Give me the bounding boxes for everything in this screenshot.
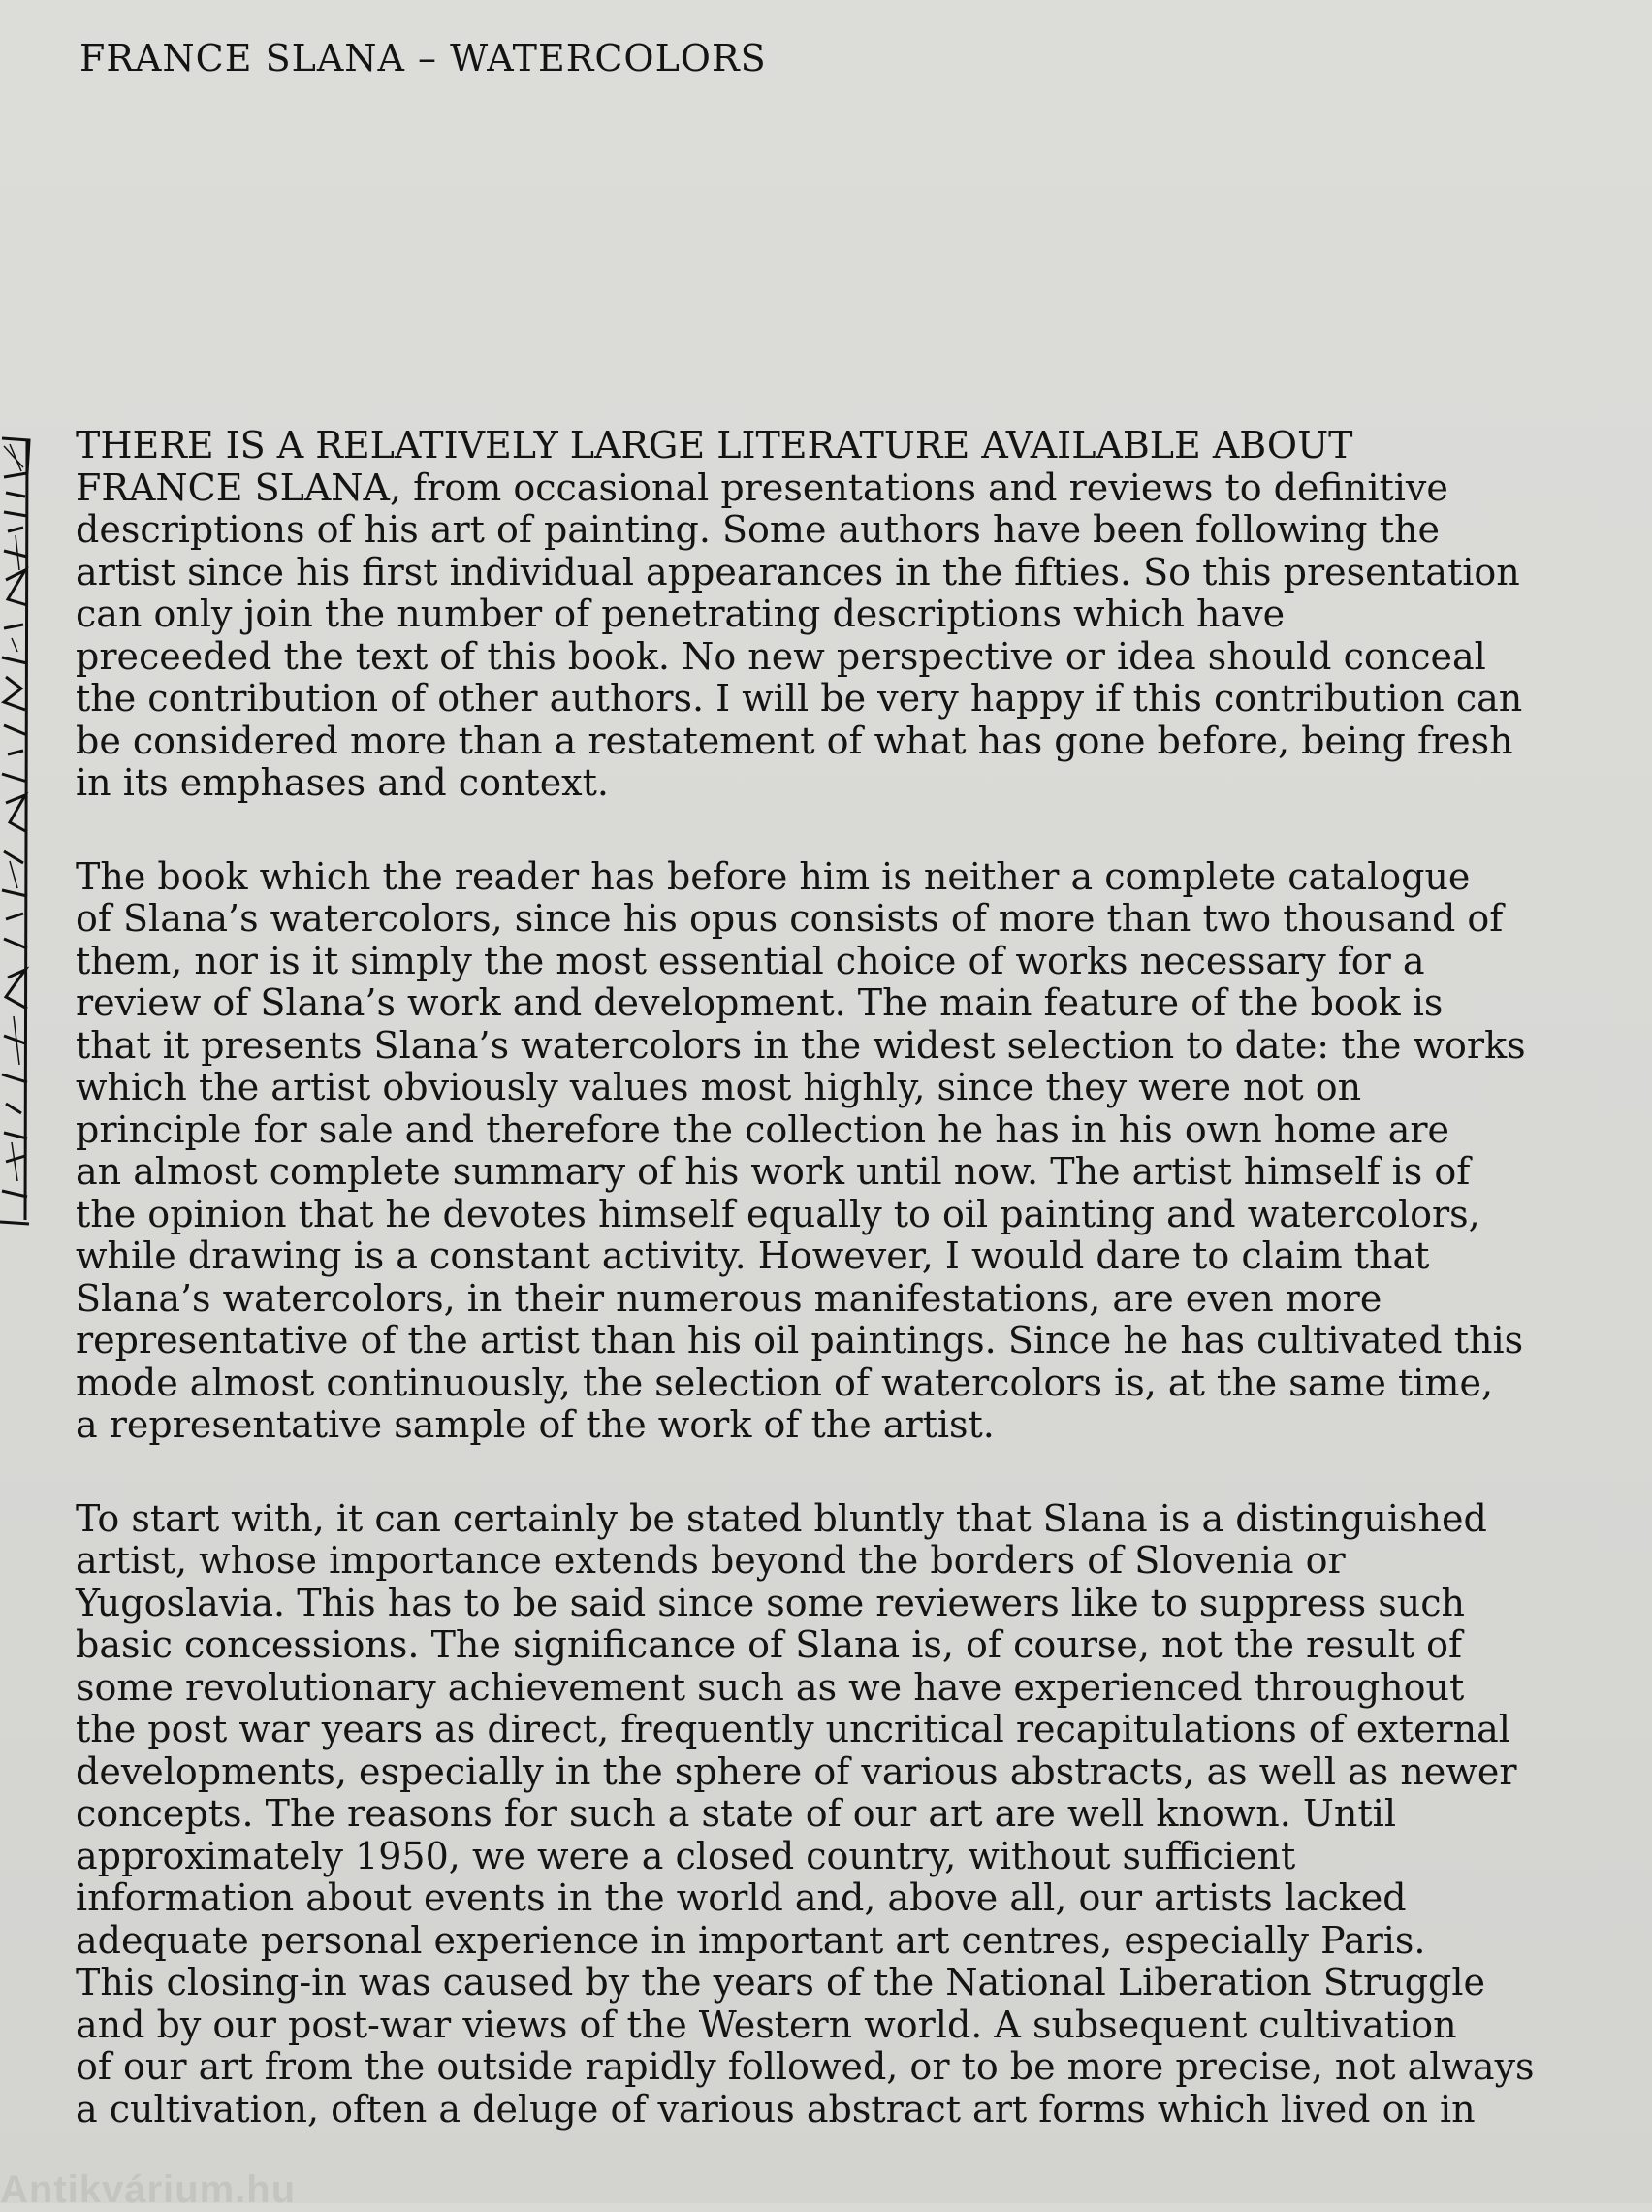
text-line: basic concessions. The significance of Slana is, of course, not the result of: [76, 1623, 1463, 1666]
text-line: artist since his first individual appearances in the fifties. So this presentation: [76, 550, 1520, 593]
text-line: Slana’s watercolors, in their numerous manifestations, are even more: [76, 1276, 1382, 1320]
text-line: artist, whose importance extends beyond the borders of Slovenia or: [76, 1539, 1346, 1582]
illustration-edge-fragment: [0, 434, 33, 1228]
text-line: representative of the artist than his oil paintings. Since he has cultivated this: [76, 1319, 1524, 1362]
text-line: preceeded the text of this book. No new perspective or idea should conceal: [76, 634, 1486, 678]
text-line: adequate personal experience in important art centres, especially Paris.: [76, 1918, 1426, 1962]
text-line: descriptions of his art of painting. Some authors have been following the: [76, 508, 1440, 551]
watermark: Antikvárium.hu: [0, 2168, 297, 2211]
text-line: information about events in the world and, above all, our artists lacked: [76, 1876, 1407, 1919]
text-line: an almost complete summary of his work until now. The artist himself is of: [76, 1150, 1471, 1193]
text-line: Yugoslavia. This has to be said since some reviewers like to suppress such: [76, 1581, 1465, 1624]
text-line: the contribution of other authors. I will be very happy if this contribution can: [76, 677, 1523, 720]
text-line: the opinion that he devotes himself equally to oil painting and watercolors,: [76, 1192, 1480, 1235]
text-line: mode almost continuously, the selection of watercolors is, at the same time,: [76, 1361, 1494, 1404]
text-line: in its emphases and context.: [76, 761, 609, 804]
text-line: a representative sample of the work of the artist.: [76, 1403, 995, 1446]
text-line: This closing-in was caused by the years of the National Liberation Struggle: [76, 1961, 1485, 2004]
paragraph-3: [76, 1498, 1569, 2132]
text-line: The book which the reader has before him is neither a complete catalogue: [76, 854, 1471, 898]
text-line: developments, especially in the sphere of various abstracts, as well as newer: [76, 1749, 1517, 1793]
text-line: concepts. The reasons for such a state of our art are well known. Until: [76, 1792, 1396, 1835]
text-line: can only join the number of penetrating descriptions which have: [76, 593, 1286, 635]
running-header: FRANCE SLANA – WATERCOLORS: [79, 37, 767, 80]
text-line: be considered more than a restatement of what has gone before, being fresh: [76, 719, 1513, 762]
text-line: some revolutionary achievement such as we have experienced throughout: [76, 1665, 1465, 1709]
text-line: review of Slana’s work and development. The main feature of the book is: [76, 981, 1444, 1024]
text-line: principle for sale and therefore the collection he has in his own home are: [76, 1107, 1450, 1151]
text-line: of our art from the outside rapidly followed, or to be more precise, not always: [76, 2045, 1535, 2088]
text-line: that it presents Slana’s watercolors in the widest selection to date: the works: [76, 1023, 1526, 1067]
article-body: [76, 425, 1569, 2182]
text-line: To start with, it can certainly be stated bluntly that Slana is a distinguished: [76, 1496, 1487, 1540]
text-line: approximately 1950, we were a closed country, without sufficient: [76, 1834, 1296, 1877]
text-line: a cultivation, often a deluge of various abstract art forms which lived on in: [76, 2087, 1476, 2131]
text-line: and by our post-war views of the Western world. A subsequent cultivation: [76, 2003, 1457, 2046]
text-line: THERE IS A RELATIVELY LARGE LITERATURE AVAILABLE ABOUT: [76, 424, 1353, 466]
text-line: the post war years as direct, frequently uncritical recapitulations of external: [76, 1708, 1510, 1750]
paragraph-2: [76, 856, 1569, 1447]
text-line: while drawing is a constant activity. However, I would dare to claim that: [76, 1234, 1430, 1277]
text-line: them, nor is it simply the most essential choice of works necessary for a: [76, 939, 1425, 982]
text-line: of Slana’s watercolors, since his opus consists of more than two thousand of: [76, 897, 1504, 940]
paragraph-1: [76, 425, 1569, 805]
text-line: which the artist obviously values most highly, since they were not on: [76, 1066, 1362, 1108]
text-line: FRANCE SLANA, from occasional presentations and reviews to definitive: [76, 465, 1448, 509]
